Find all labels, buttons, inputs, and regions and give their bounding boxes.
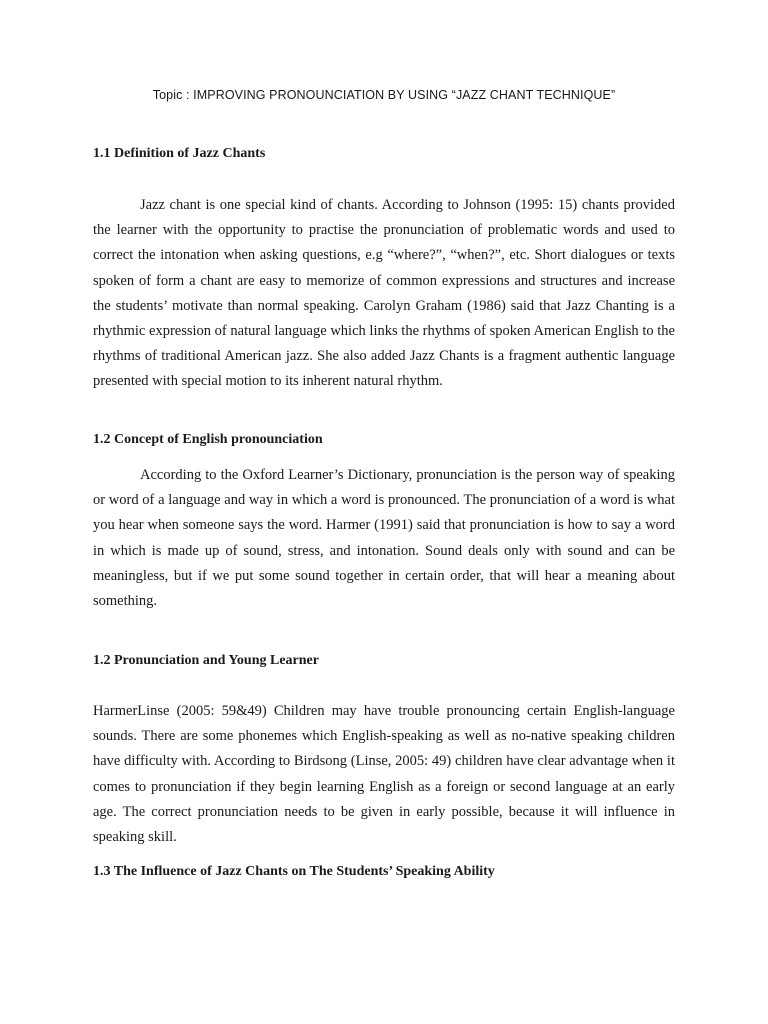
section-heading-1-2-young-learner: 1.2 Pronunciation and Young Learner bbox=[93, 653, 319, 668]
section-paragraph-1-2-young-learner: HarmerLinse (2005: 59&49) Children may have trouble pronouncing certain English-language sounds. There are some phonemes which English-speaking as well as no-native speaking children have difficulty with. According to Birdsong (Linse, 2005: 49) children have clear advantage when it comes to pronunciation if they begin learning English as a foreign or second language at an early age. The correct pronunciation needs to be given in early possible, because it will influence in speaking skill. bbox=[93, 703, 675, 846]
section-heading-1-1: 1.1 Definition of Jazz Chants bbox=[93, 146, 266, 161]
topic-title: Topic : IMPROVING PRONOUNCIATION BY USING “JAZZ CHANT TECHNIQUE” bbox=[152, 88, 616, 102]
section-heading-1-2-concept: 1.2 Concept of English pronounciation bbox=[93, 432, 323, 447]
section-paragraph-1-1: Jazz chant is one special kind of chants. According to Johnson (1995: 15) chants provided the learner with the opportunity to practise the pronunciation of problematic words and used to correct the intonation when asking questions, e.g “where?”, “when?”, etc. Short dialogues or texts spoken of form a chant are easy to memorize of common expressions and structures and increase the students’ motivate than normal speaking. Carolyn Graham (1986) said that Jazz Chanting is a rhythmic expression of natural language which links the rhythms of spoken American English to the rhythms of traditional American jazz. She also added Jazz Chants is a fragment authentic language presented with special motion to its inherent natural rhythm. bbox=[93, 197, 675, 390]
section-paragraph-1-2-concept: According to the Oxford Learner’s Dictionary, pronunciation is the person way of speaking or word of a language and way in which a word is pronounced. The pronunciation of a word is what you hear when someone says the word. Harmer (1991) said that pronunciation is how to say a word in which is made up of sound, stress, and intonation. Sound deals only with sound and can be meaningless, but if we put some sound together in certain order, that will hear a meaning about something. bbox=[93, 467, 675, 610]
section-heading-1-3: 1.3 The Influence of Jazz Chants on The Students’ Speaking Ability bbox=[93, 864, 495, 879]
